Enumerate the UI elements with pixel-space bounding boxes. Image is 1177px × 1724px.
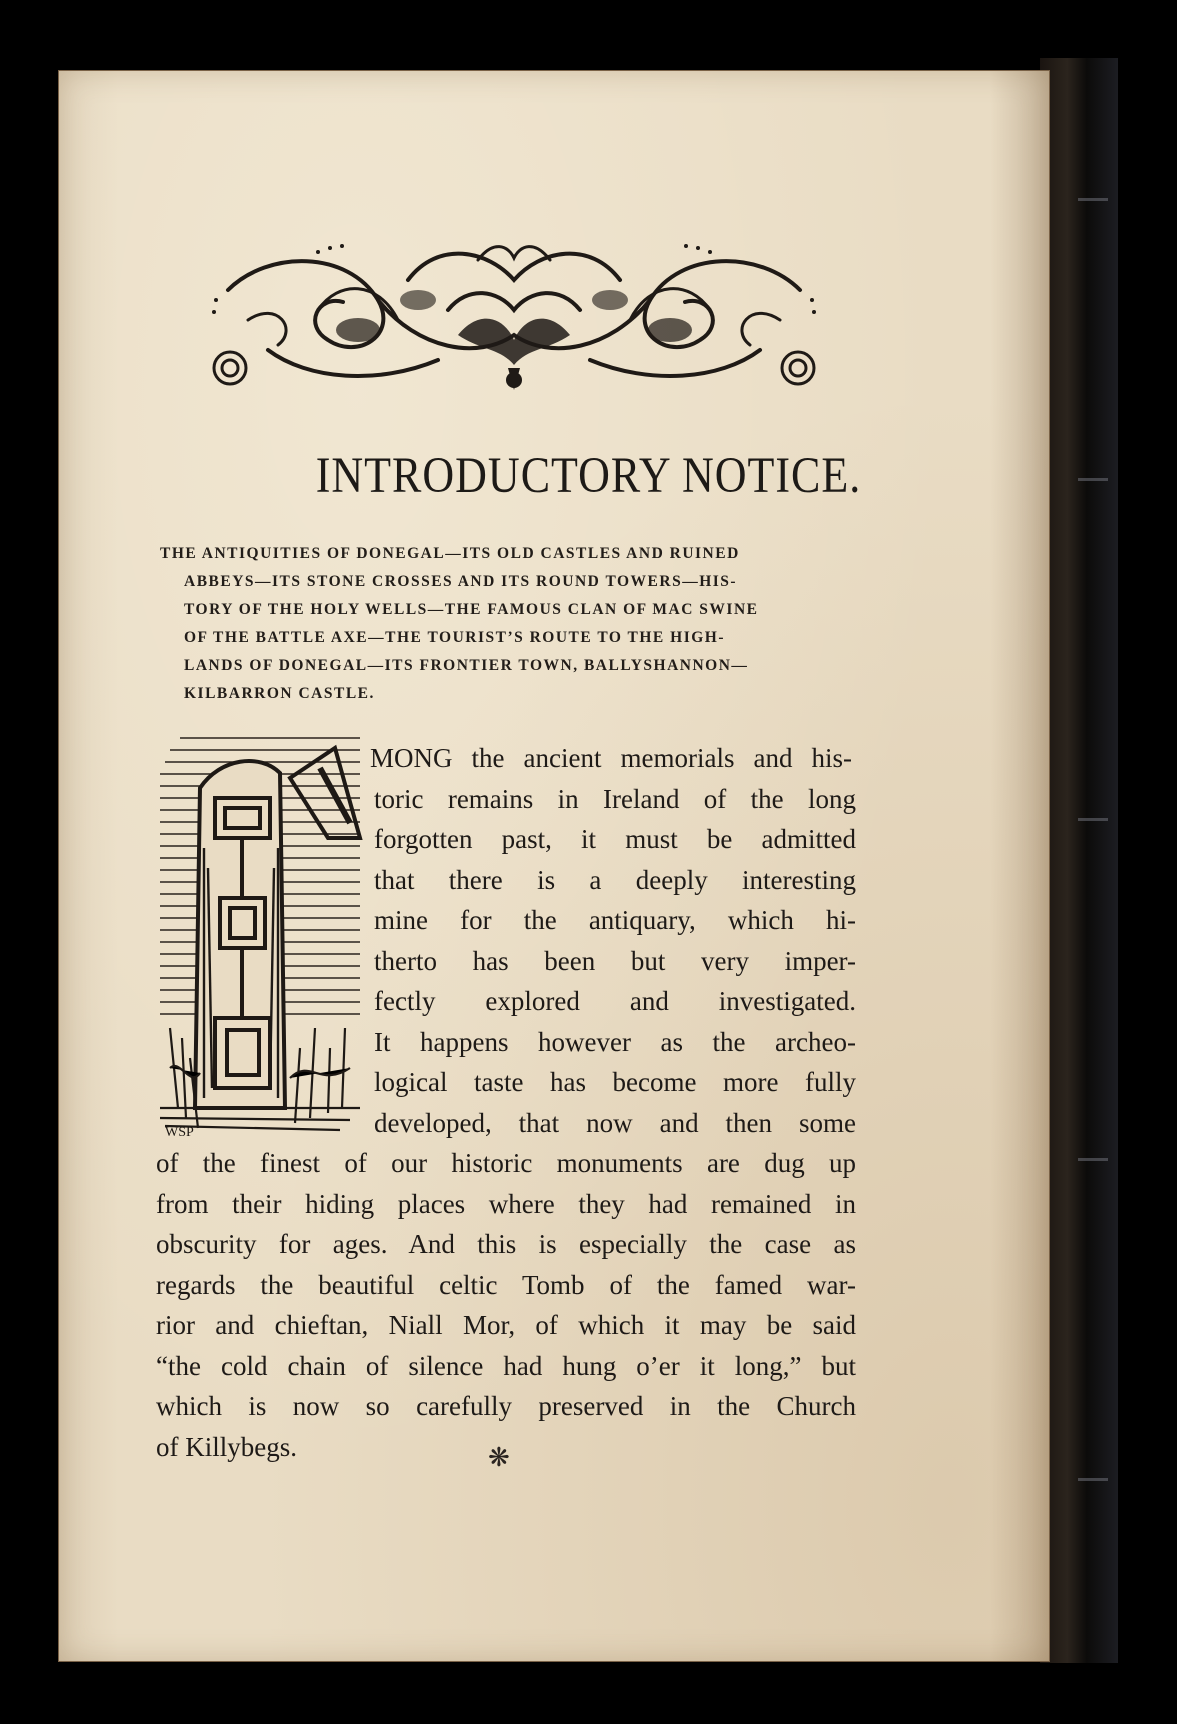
text-line: fectly explored and investigated. xyxy=(374,986,856,1016)
text-line: obscurity for ages. And this is especially the case as xyxy=(156,1229,856,1259)
text-line: from their hiding places where they had remained in xyxy=(156,1188,856,1219)
text-line: that there is a deeply interesting xyxy=(374,864,856,895)
text-line: of Killybegs. xyxy=(156,1431,297,1462)
text-line: “the cold chain of silence had hung o’er it long,” but xyxy=(156,1350,856,1381)
text-line: MONG the ancient memorials and his- xyxy=(370,743,852,773)
end-ornament: ❋ xyxy=(488,1443,510,1472)
text-line: regards the beautiful celtic Tomb of the famed war- xyxy=(156,1269,856,1300)
summary-line: THE ANTIQUITIES OF DONEGAL—ITS OLD CASTLES AND RUINED xyxy=(160,545,740,562)
text-line: which is now so carefully preserved in the Church xyxy=(156,1391,856,1421)
text-line: therto has been but very imper- xyxy=(374,945,856,976)
engraver-mark: WSP xyxy=(165,1125,194,1138)
text-line: mine for the antiquary, which hi- xyxy=(374,905,856,935)
summary-line: KILBARRON CASTLE. xyxy=(184,685,375,702)
text-line: It happens however as the archeo- xyxy=(374,1026,856,1057)
text-line: of the finest of our historic monuments are dug up xyxy=(156,1148,856,1178)
page-title: INTRODUCTORY NOTICE. xyxy=(315,447,862,504)
summary-line: OF THE BATTLE AXE—THE TOURIST’S ROUTE TO THE HIGH- xyxy=(184,629,726,646)
floral-headpiece-icon xyxy=(208,240,820,400)
text-line: toric remains in Ireland of the long xyxy=(374,783,856,814)
summary-line: ABBEYS—ITS STONE CROSSES AND ITS ROUND TOWERS—HIS- xyxy=(184,573,738,590)
summary-line: LANDS OF DONEGAL—ITS FRONTIER TOWN, BALLYSHANNON— xyxy=(184,657,749,674)
text-line: rior and chieftan, Niall Mor, of which it may be said xyxy=(156,1310,856,1340)
summary-line: TORY OF THE HOLY WELLS—THE FAMOUS CLAN OF MAC SWINE xyxy=(184,601,759,618)
body-paragraph xyxy=(156,738,856,1467)
text-line: developed, that now and then some xyxy=(374,1107,856,1138)
text-line: logical taste has become more fully xyxy=(374,1067,856,1097)
text-line: forgotten past, it must be admitted xyxy=(374,824,856,854)
book-cover-edge xyxy=(1040,58,1118,1663)
chapter-summary xyxy=(160,540,860,708)
